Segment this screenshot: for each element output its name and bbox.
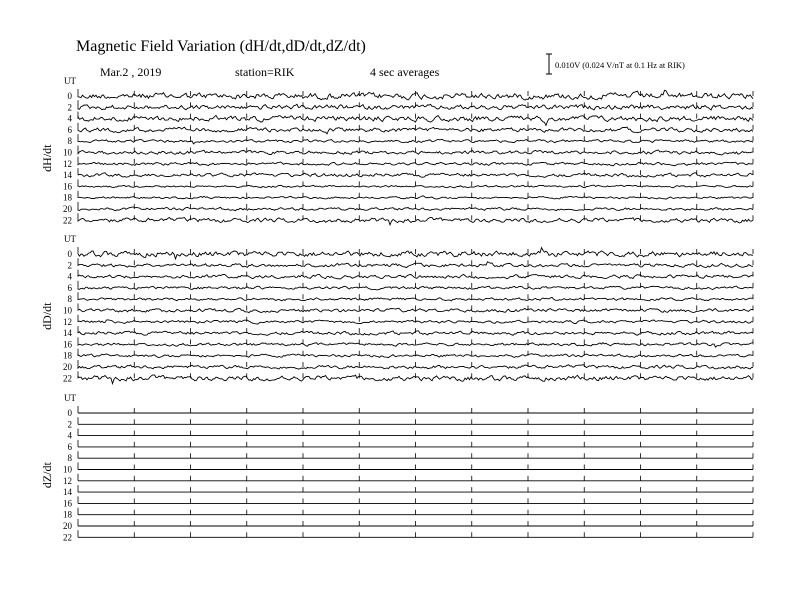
row-label: 20	[63, 204, 72, 214]
panel-ylabel: dZ/dt	[40, 462, 54, 489]
row-label: 4	[67, 113, 72, 124]
row-label: 12	[63, 475, 72, 486]
ut-label: UT	[64, 234, 76, 244]
row-label: 8	[67, 294, 72, 305]
row-label: 6	[67, 124, 72, 135]
averaging-label: 4 sec averages	[370, 65, 440, 79]
row-label: 0	[67, 249, 72, 259]
row-label: 20	[63, 362, 72, 372]
row-label: 2	[67, 102, 72, 113]
panel-ylabel: dH/dt	[40, 144, 54, 172]
scale-bar	[546, 54, 552, 74]
row-label: 18	[63, 509, 72, 520]
panel-ylabel: dD/dt	[40, 302, 54, 330]
row-label: 12	[63, 158, 72, 169]
row-label: 0	[67, 91, 72, 101]
ut-label: UT	[64, 393, 76, 403]
row-label: 14	[63, 328, 72, 339]
row-label: 2	[67, 260, 72, 271]
row-label: 22	[63, 373, 72, 384]
row-label: 8	[67, 453, 72, 464]
row-label: 2	[67, 419, 72, 430]
panel-dddt	[40, 234, 753, 384]
row-label: 22	[63, 215, 72, 226]
scale-label: 0.010V (0.024 V/nT at 0.1 Hz at RIK)	[555, 60, 685, 70]
row-label: 6	[67, 282, 72, 293]
row-label: 14	[63, 170, 72, 181]
station-label: station=RIK	[235, 65, 295, 79]
date-label: Mar.2 , 2019	[100, 65, 162, 79]
row-label: 10	[63, 464, 72, 475]
chart-title: Magnetic Field Variation (dH/dt,dD/dt,dZ/dt)	[76, 38, 366, 55]
row-label: 10	[63, 305, 72, 316]
row-label: 12	[63, 316, 72, 327]
row-label: 6	[67, 441, 72, 452]
ut-label: UT	[64, 76, 76, 86]
row-label: 14	[63, 487, 72, 498]
row-label: 22	[63, 532, 72, 543]
panel-dhdt	[40, 76, 753, 225]
trace-ut-12	[78, 162, 753, 166]
row-label: 16	[63, 181, 72, 192]
row-label: 18	[63, 192, 72, 203]
row-label: 16	[63, 339, 72, 350]
row-label: 20	[63, 521, 72, 531]
row-label: 16	[63, 498, 72, 509]
row-label: 10	[63, 147, 72, 158]
row-label: 4	[67, 430, 72, 441]
row-label: 18	[63, 350, 72, 361]
panel-dzdt	[40, 393, 753, 542]
row-label: 8	[67, 136, 72, 147]
row-label: 4	[67, 271, 72, 282]
row-label: 0	[67, 408, 72, 418]
